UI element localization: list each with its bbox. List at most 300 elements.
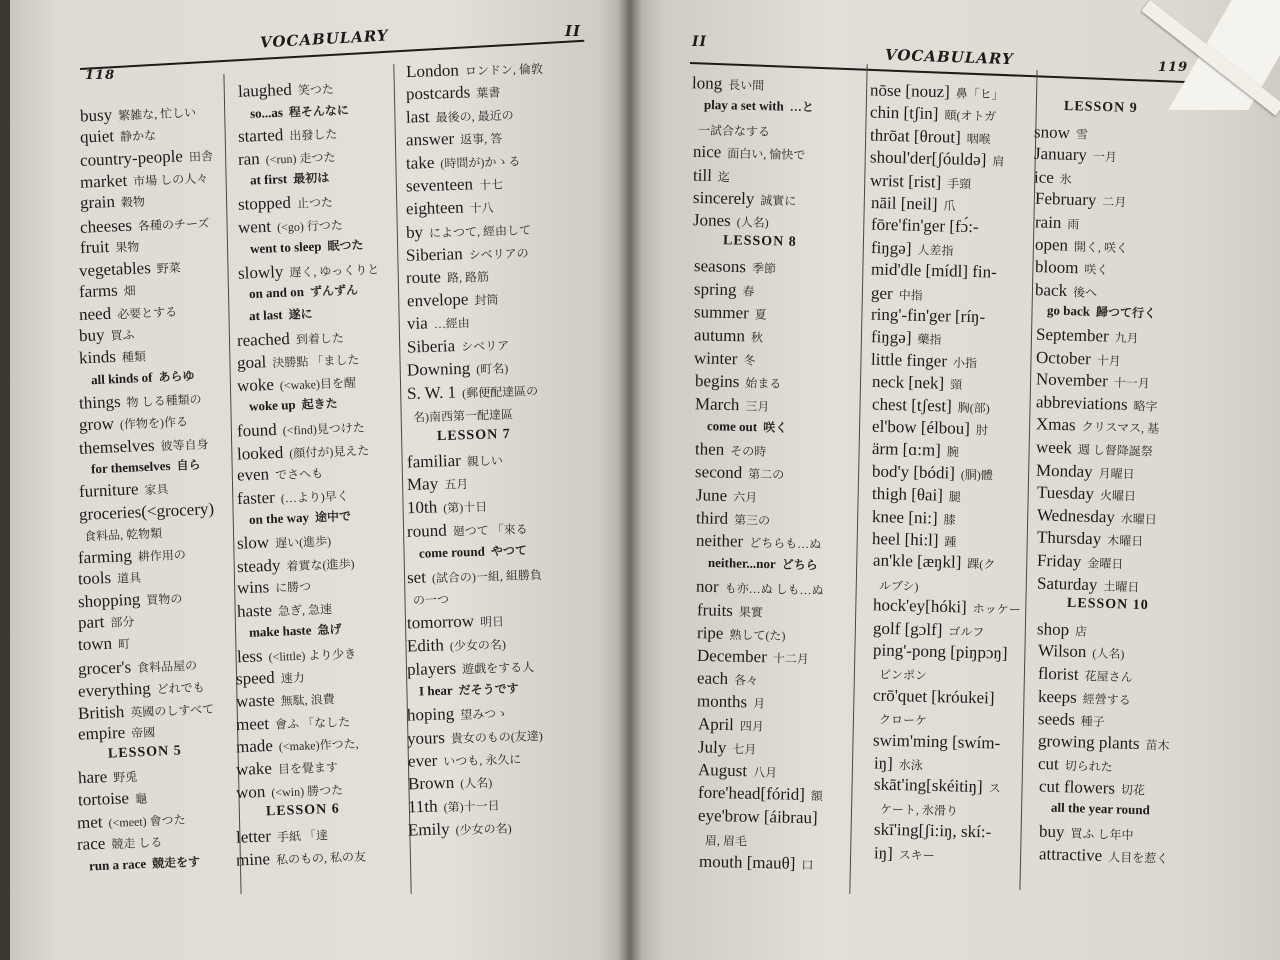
vocab-word: week <box>1036 437 1073 458</box>
vocab-word: take <box>405 152 435 173</box>
vocab-entry <box>1036 415 1160 438</box>
vocab-gloss: 咲く <box>763 419 788 435</box>
vocab-entry <box>406 173 504 196</box>
vocab-entry <box>873 664 927 685</box>
vocab-entry <box>78 567 142 590</box>
vocab-entry <box>692 142 805 164</box>
vocab-word: postcards <box>405 82 471 104</box>
vocab-entry <box>250 101 349 122</box>
vocab-gloss: 着實な(進歩) <box>285 556 355 573</box>
vocab-word: go back <box>1047 302 1091 320</box>
vocab-entry <box>236 598 332 622</box>
vocab-word: March <box>694 393 740 414</box>
vocab-entry <box>874 820 992 843</box>
vocab-entry <box>406 266 490 289</box>
vocab-gloss: 手頸 <box>947 176 972 191</box>
vocab-word: summer <box>693 302 749 323</box>
vocab-word: seventeen <box>405 174 474 196</box>
vocab-entry <box>407 473 469 495</box>
vocab-gloss: 路, 路筋 <box>447 269 490 286</box>
vocab-word: faster <box>236 487 276 508</box>
vocab-gloss: シベリア <box>460 338 509 354</box>
vocab-word: met <box>77 812 104 833</box>
vocab-gloss: (作物を)作る <box>119 415 189 432</box>
vocab-entry <box>698 829 746 850</box>
vocab-gloss: 封筒 <box>473 292 499 308</box>
vocab-gloss: ルブシ) <box>878 578 919 594</box>
vocab-entry <box>699 851 814 873</box>
vocab-word: thrōat [θrout] <box>870 125 962 147</box>
lesson-heading <box>437 427 511 445</box>
vocab-entry <box>872 529 957 551</box>
vocab-gloss: 帝國 <box>130 725 156 741</box>
vocab-word: wake <box>235 758 273 779</box>
vocab-gloss: 土曜日 <box>1103 579 1140 595</box>
vocab-gloss: (時間が)かゝる <box>440 154 521 171</box>
vocab-gloss: 家具 <box>143 481 169 497</box>
vocab-entry <box>237 191 333 215</box>
vocab-word: made <box>235 736 274 757</box>
vocab-word: Siberian <box>406 244 464 265</box>
vocab-word: ran <box>237 148 260 169</box>
vocab-entry <box>873 595 1021 619</box>
vocab-entry <box>1036 483 1136 506</box>
vocab-entry <box>77 766 137 789</box>
vocab-gloss: (町名) <box>475 361 509 377</box>
vocab-word: so...as <box>249 104 284 121</box>
vocab-entry <box>870 103 997 126</box>
vocab-entry <box>237 439 370 464</box>
vocab-word: growing plants <box>1037 730 1140 753</box>
lesson-title: LESSON 7 <box>436 426 511 445</box>
vocab-gloss: 第二の <box>748 467 785 483</box>
vocab-word: skāt'ing[skéitiŋ] <box>873 774 983 797</box>
vocab-gloss: (顔付が)見えた <box>289 443 370 461</box>
vocab-word: iŋ] <box>873 753 893 773</box>
vocab-word: last <box>405 106 431 127</box>
vocab-word: grain <box>79 192 115 213</box>
vocab-entry <box>238 78 335 102</box>
vocab-gloss: 遅く, ゆっくりと <box>288 262 380 280</box>
vocab-gloss: 誠實に <box>760 192 797 208</box>
vocab-gloss: 遊戯をする人 <box>462 660 535 677</box>
vocab-gloss: ス <box>988 781 1001 796</box>
vocab-gloss: クリスマス, 基 <box>1081 419 1160 437</box>
vocab-gloss: 競走 しる <box>111 835 163 852</box>
vocab-gloss: 中指 <box>898 287 923 303</box>
vocab-gloss: 藥指 <box>917 332 942 348</box>
vocab-entry <box>694 371 781 393</box>
vocab-entry <box>1038 731 1170 755</box>
vocab-word: February <box>1034 189 1097 210</box>
vocab-word: crō'quet [króukei] <box>873 685 996 708</box>
vocab-gloss: 最後の, 最近の <box>435 108 514 125</box>
vocab-entry <box>698 737 757 758</box>
vocab-gloss: 氷 <box>1060 171 1073 187</box>
vocab-entry <box>80 101 197 126</box>
vocab-word: ping'-pong [piŋpɔŋ] <box>872 640 1008 663</box>
vocab-entry <box>693 256 775 278</box>
vocab-entry <box>407 633 506 656</box>
vocab-entry <box>236 779 344 803</box>
vocab-word: race <box>76 833 107 855</box>
vocab-entry <box>79 191 145 214</box>
vocab-entry <box>237 327 345 351</box>
vocab-gloss: 咽喉 <box>966 131 992 147</box>
vocab-word: October <box>1035 347 1091 368</box>
vocab-entry <box>870 148 1005 171</box>
vocab-word <box>78 526 79 545</box>
book-spine <box>618 0 642 960</box>
vocab-word: things <box>78 392 121 413</box>
vocab-gloss: 到着した <box>295 330 345 347</box>
vocab-gloss: 急げ <box>316 622 342 638</box>
vocab-entry <box>873 685 995 708</box>
vocab-word: I hear <box>419 682 454 699</box>
vocab-word: tomorrow <box>406 611 475 633</box>
vocab-gloss: 起きた <box>301 396 339 413</box>
vocab-word: fore'head[fórid] <box>698 782 806 804</box>
vocab-word: S. W. 1 <box>406 382 457 404</box>
vocab-gloss: 英國のしすべて <box>129 701 215 720</box>
vocab-word: an'kle [æŋkl] <box>872 550 962 573</box>
vocab-word: need <box>78 303 112 325</box>
vocab-entry <box>407 725 543 749</box>
vocab-gloss: 静かな <box>119 128 157 144</box>
lesson-title: LESSON 6 <box>265 801 341 820</box>
vocab-gloss: 遅い(進歩) <box>274 534 332 551</box>
vocab-entry <box>873 709 927 730</box>
left-page <box>10 0 630 960</box>
vocab-gloss: 二月 <box>1101 194 1127 210</box>
vocab-word: even <box>236 464 270 485</box>
vocab-entry <box>249 507 352 528</box>
vocab-word: Friday <box>1036 550 1082 572</box>
vocab-entry <box>1037 528 1144 551</box>
vocab-entry <box>407 772 492 795</box>
vocab-entry <box>90 455 200 477</box>
vocab-entry <box>697 645 809 667</box>
vocab-word: ever <box>407 750 438 771</box>
vocab-entry <box>697 692 765 713</box>
vocab-entry <box>1035 280 1098 302</box>
vocab-entry <box>237 146 335 170</box>
vocab-gloss: クローケ <box>879 712 928 728</box>
vocab-entry <box>695 394 770 416</box>
vocab-entry <box>871 305 986 328</box>
vocab-entry <box>698 783 823 806</box>
vocab-entry <box>1036 505 1156 528</box>
vocab-gloss: 長い間 <box>728 78 765 93</box>
vocab-gloss: 果實 <box>738 604 763 620</box>
vocab-gloss: 爪 <box>942 198 956 214</box>
vocab-gloss: 五月 <box>443 477 469 492</box>
vocab-entry <box>1038 777 1145 800</box>
vocab-word: British <box>77 701 125 723</box>
vocab-gloss: 水曜日 <box>1120 511 1157 527</box>
vocab-word: neither <box>695 530 744 551</box>
vocab-entry <box>872 507 956 529</box>
vocab-word: busy <box>79 105 113 126</box>
vocab-word: stopped <box>237 192 291 214</box>
vocab-word: ring'-fin'ger [ríŋ- <box>870 304 986 327</box>
vocab-gloss: 四月 <box>739 719 764 734</box>
vocab-entry <box>1037 573 1140 596</box>
vocab-gloss: 名)南西第一配達區 <box>412 407 513 425</box>
vocab-word: neither...nor <box>708 554 777 572</box>
vocab-entry <box>78 478 168 502</box>
vocab-gloss: ピンポン <box>878 667 928 684</box>
vocab-entry <box>871 283 923 304</box>
vocab-entry <box>236 666 305 689</box>
vocab-entry <box>694 279 755 300</box>
vocab-gloss: 途中で <box>314 509 352 525</box>
vocab-entry <box>873 753 922 774</box>
vocab-word: fruit <box>79 236 110 257</box>
vocab-gloss: 苗木 <box>1145 737 1170 753</box>
vocab-gloss: 望みつゝ <box>460 706 509 722</box>
vocab-word: by <box>406 222 424 242</box>
vocab-gloss: でさへも <box>274 466 324 483</box>
vocab-entry <box>237 463 324 486</box>
vocab-gloss: (<run) 走つた <box>265 149 336 167</box>
vocab-entry <box>694 348 756 369</box>
vocab-word: bloom <box>1034 257 1079 278</box>
vocab-gloss: 野菜 <box>156 260 182 276</box>
vocab-gloss: 踝(ク <box>966 557 996 572</box>
vocab-word: country-people <box>79 146 184 171</box>
vocab-entry <box>873 640 1008 663</box>
vocab-entry <box>872 461 993 484</box>
vocab-gloss: 必要とする <box>117 304 178 322</box>
vocab-entry <box>238 123 338 147</box>
vocab-entry <box>871 260 997 283</box>
vocab-gloss: (<make)作つた, <box>278 737 360 755</box>
vocab-entry <box>1037 619 1088 640</box>
vocab-entry <box>77 721 155 744</box>
vocab-gloss: 雨 <box>1066 217 1080 232</box>
vocab-word: Tuesday <box>1036 482 1094 504</box>
vocab-entry <box>406 334 509 357</box>
vocab-gloss: ホッケー <box>972 601 1021 617</box>
vocab-word: begins <box>694 370 740 391</box>
vocab-gloss: 田舎 <box>188 149 214 165</box>
vocab-gloss: 開く, 咲く <box>1073 239 1129 255</box>
vocab-entry <box>1035 325 1138 348</box>
vocab-entry <box>697 669 759 690</box>
vocab-gloss: ケート, 氷滑り <box>879 801 958 818</box>
vocab-word: seeds <box>1037 709 1076 730</box>
vocab-entry <box>1035 347 1120 369</box>
vocab-word: meet <box>235 713 270 734</box>
vocab-gloss: 無駄, 浪費 <box>280 692 336 709</box>
vocab-gloss: 花屋さん <box>1084 668 1133 685</box>
vocab-gloss: (<wake)目を醒 <box>279 375 357 393</box>
vocab-word: tortoise <box>77 788 129 810</box>
vocab-gloss: 繁雑な, 忙しい <box>117 105 197 123</box>
vocab-entry <box>79 256 182 280</box>
vocab-entry <box>1037 641 1124 663</box>
vocab-word: cut flowers <box>1038 776 1115 798</box>
vocab-word: familiar <box>406 450 461 472</box>
vocab-gloss: (人名) <box>459 775 493 791</box>
vocab-word: fiŋgə] <box>870 237 912 258</box>
vocab-entry <box>694 325 763 346</box>
vocab-entry <box>873 618 985 641</box>
vocab-gloss: 手紙 「達 <box>276 828 329 844</box>
vocab-entry <box>696 600 762 621</box>
vocab-entry <box>78 654 198 679</box>
vocab-entry <box>406 219 532 243</box>
vocab-gloss: 明日 <box>480 614 505 630</box>
vocab-entry <box>249 395 338 415</box>
vocab-word: Xmas <box>1035 414 1077 435</box>
vocab-entry <box>407 748 521 772</box>
vocab-gloss: 貴女のもの(友達) <box>451 728 544 746</box>
vocab-entry <box>1038 686 1131 709</box>
vocab-gloss: 速力 <box>280 670 306 686</box>
vocab-word: everything <box>77 678 151 701</box>
vocab-entry <box>1035 257 1109 279</box>
vocab-entry <box>406 380 538 404</box>
vocab-entry <box>1047 302 1156 322</box>
vocab-gloss: 面白い, 愉快で <box>726 146 806 162</box>
vocab-gloss: 果物 <box>114 239 140 255</box>
vocab-word: till <box>692 165 712 185</box>
vocab-word: vegetables <box>79 257 152 280</box>
vocab-entry <box>236 530 331 554</box>
vocab-word: months <box>697 691 748 712</box>
vocab-word: grocer's <box>77 656 132 679</box>
vocab-gloss: 十七 <box>479 177 504 193</box>
vocab-gloss: (第)十一日 <box>443 798 500 815</box>
vocab-entry <box>77 809 186 834</box>
vocab-word: third <box>695 508 729 528</box>
vocab-word: at last <box>249 306 284 324</box>
vocab-word: waste <box>236 690 276 712</box>
vocab-word: London <box>405 60 460 82</box>
header-section: II <box>692 34 708 50</box>
vocab-word: mine <box>235 849 271 870</box>
vocab-word: furniture <box>78 479 139 501</box>
vocab-entry <box>79 235 139 258</box>
vocab-word: each <box>697 668 729 689</box>
vocab-word: reached <box>236 328 291 350</box>
vocab-word: shopping <box>77 589 141 612</box>
vocab-entry <box>78 611 135 633</box>
vocab-word: fōre'fin'ger [fɔ́:- <box>870 215 979 237</box>
vocab-word: come out <box>706 417 758 434</box>
vocab-word: rain <box>1034 212 1062 233</box>
vocab-gloss: 水泳 <box>898 758 923 773</box>
vocab-gloss: 葉書 <box>476 85 501 101</box>
vocab-entry <box>236 846 367 871</box>
vocab-word: June <box>695 485 727 506</box>
vocab-gloss: に勝つ <box>274 579 312 596</box>
vocab-gloss: 笑つた <box>297 82 335 98</box>
vocab-word: went <box>237 216 272 237</box>
vocab-gloss: 三月 <box>745 398 770 414</box>
vocab-word: tools <box>77 568 112 589</box>
vocab-word: Siberia <box>406 336 456 357</box>
vocab-entry <box>1037 664 1132 687</box>
vocab-entry <box>1034 189 1126 212</box>
lesson-heading <box>723 234 797 252</box>
vocab-word: open <box>1034 234 1069 255</box>
right-page <box>630 0 1280 960</box>
vocab-entry <box>1034 144 1117 166</box>
vocab-gloss: 一試合なする <box>698 123 771 139</box>
vocab-entry <box>870 170 972 192</box>
vocab-word: set <box>406 567 427 588</box>
vocab-gloss: の一つ <box>412 592 450 608</box>
vocab-entry <box>696 576 824 599</box>
vocab-word: speed <box>236 667 276 688</box>
vocab-entry <box>249 281 359 302</box>
vocab-word: second <box>695 462 743 483</box>
vocab-gloss: 部分 <box>110 615 135 631</box>
vocab-entry <box>407 610 505 633</box>
vocab-gloss: (少女の名) <box>455 821 512 838</box>
vocab-entry <box>870 193 955 215</box>
vocab-entry <box>407 496 488 519</box>
vocab-gloss: いつも, 永久に <box>442 752 522 769</box>
vocab-word: nor <box>696 576 720 596</box>
vocab-entry <box>407 518 528 542</box>
vocab-word: July <box>697 737 727 758</box>
header-title: VOCABULARY <box>884 45 1014 69</box>
vocab-entry <box>870 80 1004 103</box>
vocab-gloss: 週 し督降誕祭 <box>1077 442 1154 459</box>
vocab-entry <box>872 439 959 461</box>
vocab-entry <box>692 119 770 141</box>
vocab-entry <box>871 328 942 350</box>
vocab-word: farming <box>78 546 133 568</box>
vocab-gloss: 季節 <box>751 261 776 277</box>
vocab-gloss: 金曜日 <box>1087 556 1124 572</box>
vocab-entry <box>697 623 786 645</box>
vocab-gloss: 九月 <box>1113 330 1139 346</box>
vocab-gloss: ずんずん <box>310 283 359 300</box>
vocab-word: Thursday <box>1036 527 1102 549</box>
vocab-entry <box>79 324 135 346</box>
vocab-word: Edith <box>406 635 445 656</box>
vocab-gloss: 肘 <box>975 423 988 438</box>
lesson-heading <box>107 743 181 762</box>
vocab-word: buy <box>1038 821 1065 842</box>
vocab-word: for themselves <box>90 457 171 476</box>
vocab-gloss: 八月 <box>752 765 778 780</box>
vocab-word: slowly <box>237 261 284 283</box>
vocab-word: swim'ming [swím- <box>873 730 1001 753</box>
vocab-gloss: 町 <box>117 637 131 652</box>
vocab-word: woke up <box>248 397 297 415</box>
vocab-entry <box>1039 822 1134 845</box>
vocab-word: empire <box>77 722 126 744</box>
vocab-entry <box>237 485 349 509</box>
vocab-word: market <box>79 171 128 193</box>
vocab-word: el'bow [élbou] <box>871 416 970 438</box>
vocab-word: fiŋgə] <box>871 327 913 348</box>
vocab-word: Jones <box>693 210 732 231</box>
vocab-gloss: どちらも…ぬ <box>749 535 822 552</box>
vocab-entry <box>693 211 769 233</box>
vocab-entry <box>78 433 208 459</box>
vocab-entry <box>89 853 201 875</box>
vocab-word: won <box>235 781 266 802</box>
vocab-entry <box>698 806 818 829</box>
vocab-entry <box>406 82 501 105</box>
